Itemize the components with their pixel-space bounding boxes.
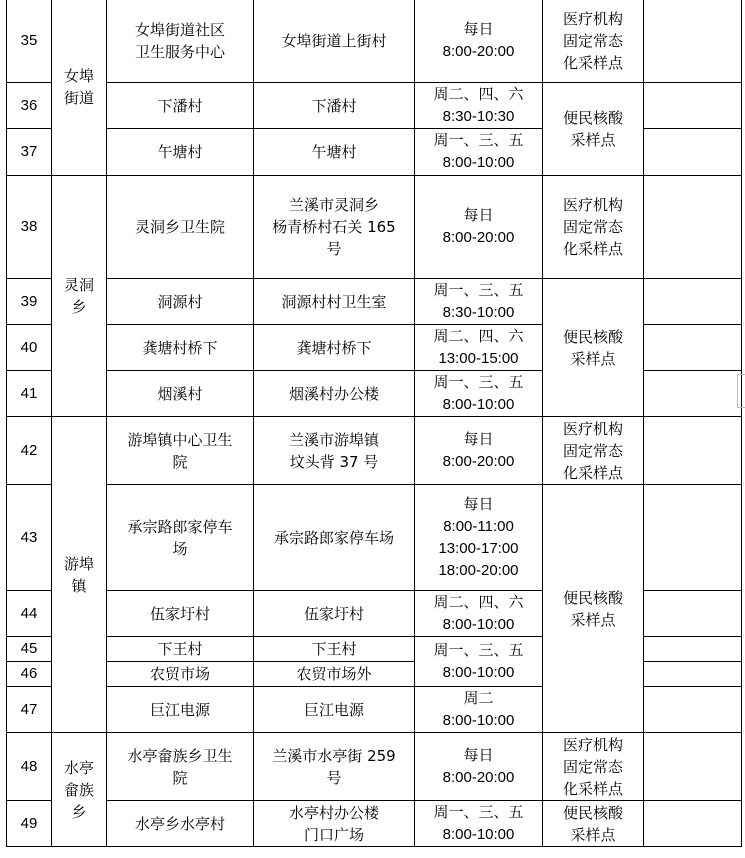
address-cell: 龚塘村桥下 (254, 325, 415, 371)
row-number: 36 (7, 83, 52, 129)
page-edge-marker (737, 374, 745, 408)
address-cell: 烟溪村办公楼 (254, 371, 415, 417)
empty-cell (644, 279, 742, 325)
site-name-cell: 巨江电源 (107, 687, 254, 733)
site-name-cell: 午塘村 (107, 129, 254, 176)
row-number: 42 (7, 417, 52, 485)
empty-cell (644, 662, 742, 687)
row-number: 40 (7, 325, 52, 371)
site-name-cell: 龚塘村桥下 (107, 325, 254, 371)
table-row (7, 733, 742, 801)
address-cell: 兰溪市游埠镇 坟头背 37 号 (254, 417, 415, 485)
empty-cell (644, 0, 742, 83)
address-cell: 巨江电源 (254, 687, 415, 733)
time-cell: 周一、三、五 8:30-10:00 (415, 279, 543, 325)
row-number: 47 (7, 687, 52, 733)
table-row (7, 0, 742, 83)
address-cell: 兰溪市水亭街 259 号 (254, 733, 415, 801)
row-number: 45 (7, 637, 52, 662)
row-number: 37 (7, 129, 52, 176)
site-name-cell: 水亭畲族乡卫生 院 (107, 733, 254, 801)
address-cell: 下王村 (254, 637, 415, 662)
empty-cell (644, 485, 742, 591)
site-name-cell: 灵洞乡卫生院 (107, 176, 254, 279)
town-cell: 女埠 街道 (52, 0, 107, 176)
table-row (7, 176, 742, 279)
address-cell: 承宗路郎家停车场 (254, 485, 415, 591)
address-cell: 农贸市场外 (254, 662, 415, 687)
time-cell: 每日 8:00-11:00 13:00-17:00 18:00-20:00 (415, 485, 543, 591)
empty-cell (644, 801, 742, 847)
empty-cell (644, 325, 742, 371)
address-cell: 水亭村办公楼 门口广场 (254, 801, 415, 847)
time-cell: 每日 8:00-20:00 (415, 176, 543, 279)
empty-cell (644, 83, 742, 129)
empty-cell (644, 176, 742, 279)
time-cell: 每日 8:00-20:00 (415, 0, 543, 83)
address-cell: 下潘村 (254, 83, 415, 129)
time-cell: 周二 8:00-10:00 (415, 687, 543, 733)
time-cell: 周二、四、六 8:00-10:00 (415, 591, 543, 637)
row-number: 35 (7, 0, 52, 83)
time-cell: 周一、三、五 8:00-10:00 (415, 637, 543, 687)
empty-cell (644, 687, 742, 733)
site-type-cell: 便民核酸 采样点 (543, 83, 644, 176)
row-number: 43 (7, 485, 52, 591)
site-name-cell: 水亭乡水亭村 (107, 801, 254, 847)
row-number: 44 (7, 591, 52, 637)
table-row (7, 83, 742, 129)
time-cell: 周二、四、六 8:30-10:30 (415, 83, 543, 129)
table-row (7, 485, 742, 591)
time-cell: 每日 8:00-20:00 (415, 417, 543, 485)
row-number: 41 (7, 371, 52, 417)
site-type-cell: 便民核酸 采样点 (543, 485, 644, 733)
empty-cell (644, 417, 742, 485)
time-cell: 周一、三、五 8:00-10:00 (415, 801, 543, 847)
site-name-cell: 洞源村 (107, 279, 254, 325)
row-number: 38 (7, 176, 52, 279)
table-row (7, 801, 742, 847)
site-name-cell: 下王村 (107, 637, 254, 662)
site-type-cell: 医疗机构 固定常态 化采样点 (543, 417, 644, 485)
row-number: 39 (7, 279, 52, 325)
town-cell: 水亭 畲族 乡 (52, 733, 107, 847)
empty-cell (644, 129, 742, 176)
site-name-cell: 农贸市场 (107, 662, 254, 687)
site-type-cell: 医疗机构 固定常态 化采样点 (543, 176, 644, 279)
table-row (7, 417, 742, 485)
site-type-cell: 医疗机构 固定常态 化采样点 (543, 733, 644, 801)
site-name-cell: 女埠街道社区 卫生服务中心 (107, 0, 254, 83)
time-cell: 周一、三、五 8:00-10:00 (415, 371, 543, 417)
address-cell: 兰溪市灵洞乡 杨青桥村石关 165 号 (254, 176, 415, 279)
empty-cell (644, 733, 742, 801)
site-name-cell: 游埠镇中心卫生 院 (107, 417, 254, 485)
address-cell: 女埠街道上街村 (254, 0, 415, 83)
time-cell: 每日 8:00-20:00 (415, 733, 543, 801)
site-name-cell: 伍家圩村 (107, 591, 254, 637)
address-cell: 午塘村 (254, 129, 415, 176)
site-name-cell: 承宗路郎家停车 场 (107, 485, 254, 591)
site-name-cell: 烟溪村 (107, 371, 254, 417)
table-row (7, 279, 742, 325)
address-cell: 洞源村村卫生室 (254, 279, 415, 325)
row-number: 48 (7, 733, 52, 801)
time-cell: 周一、三、五 8:00-10:00 (415, 129, 543, 176)
site-name-cell: 下潘村 (107, 83, 254, 129)
row-number: 46 (7, 662, 52, 687)
site-type-cell: 便民核酸 采样点 (543, 279, 644, 417)
town-cell: 灵洞 乡 (52, 176, 107, 417)
empty-cell (644, 591, 742, 637)
site-type-cell: 便民核酸 采样点 (543, 801, 644, 847)
town-cell: 游埠 镇 (52, 417, 107, 733)
empty-cell (644, 637, 742, 662)
sampling-sites-table (6, 0, 742, 847)
site-type-cell: 医疗机构 固定常态 化采样点 (543, 0, 644, 83)
empty-cell (644, 371, 742, 417)
row-number: 49 (7, 801, 52, 847)
time-cell: 周二、四、六 13:00-15:00 (415, 325, 543, 371)
address-cell: 伍家圩村 (254, 591, 415, 637)
